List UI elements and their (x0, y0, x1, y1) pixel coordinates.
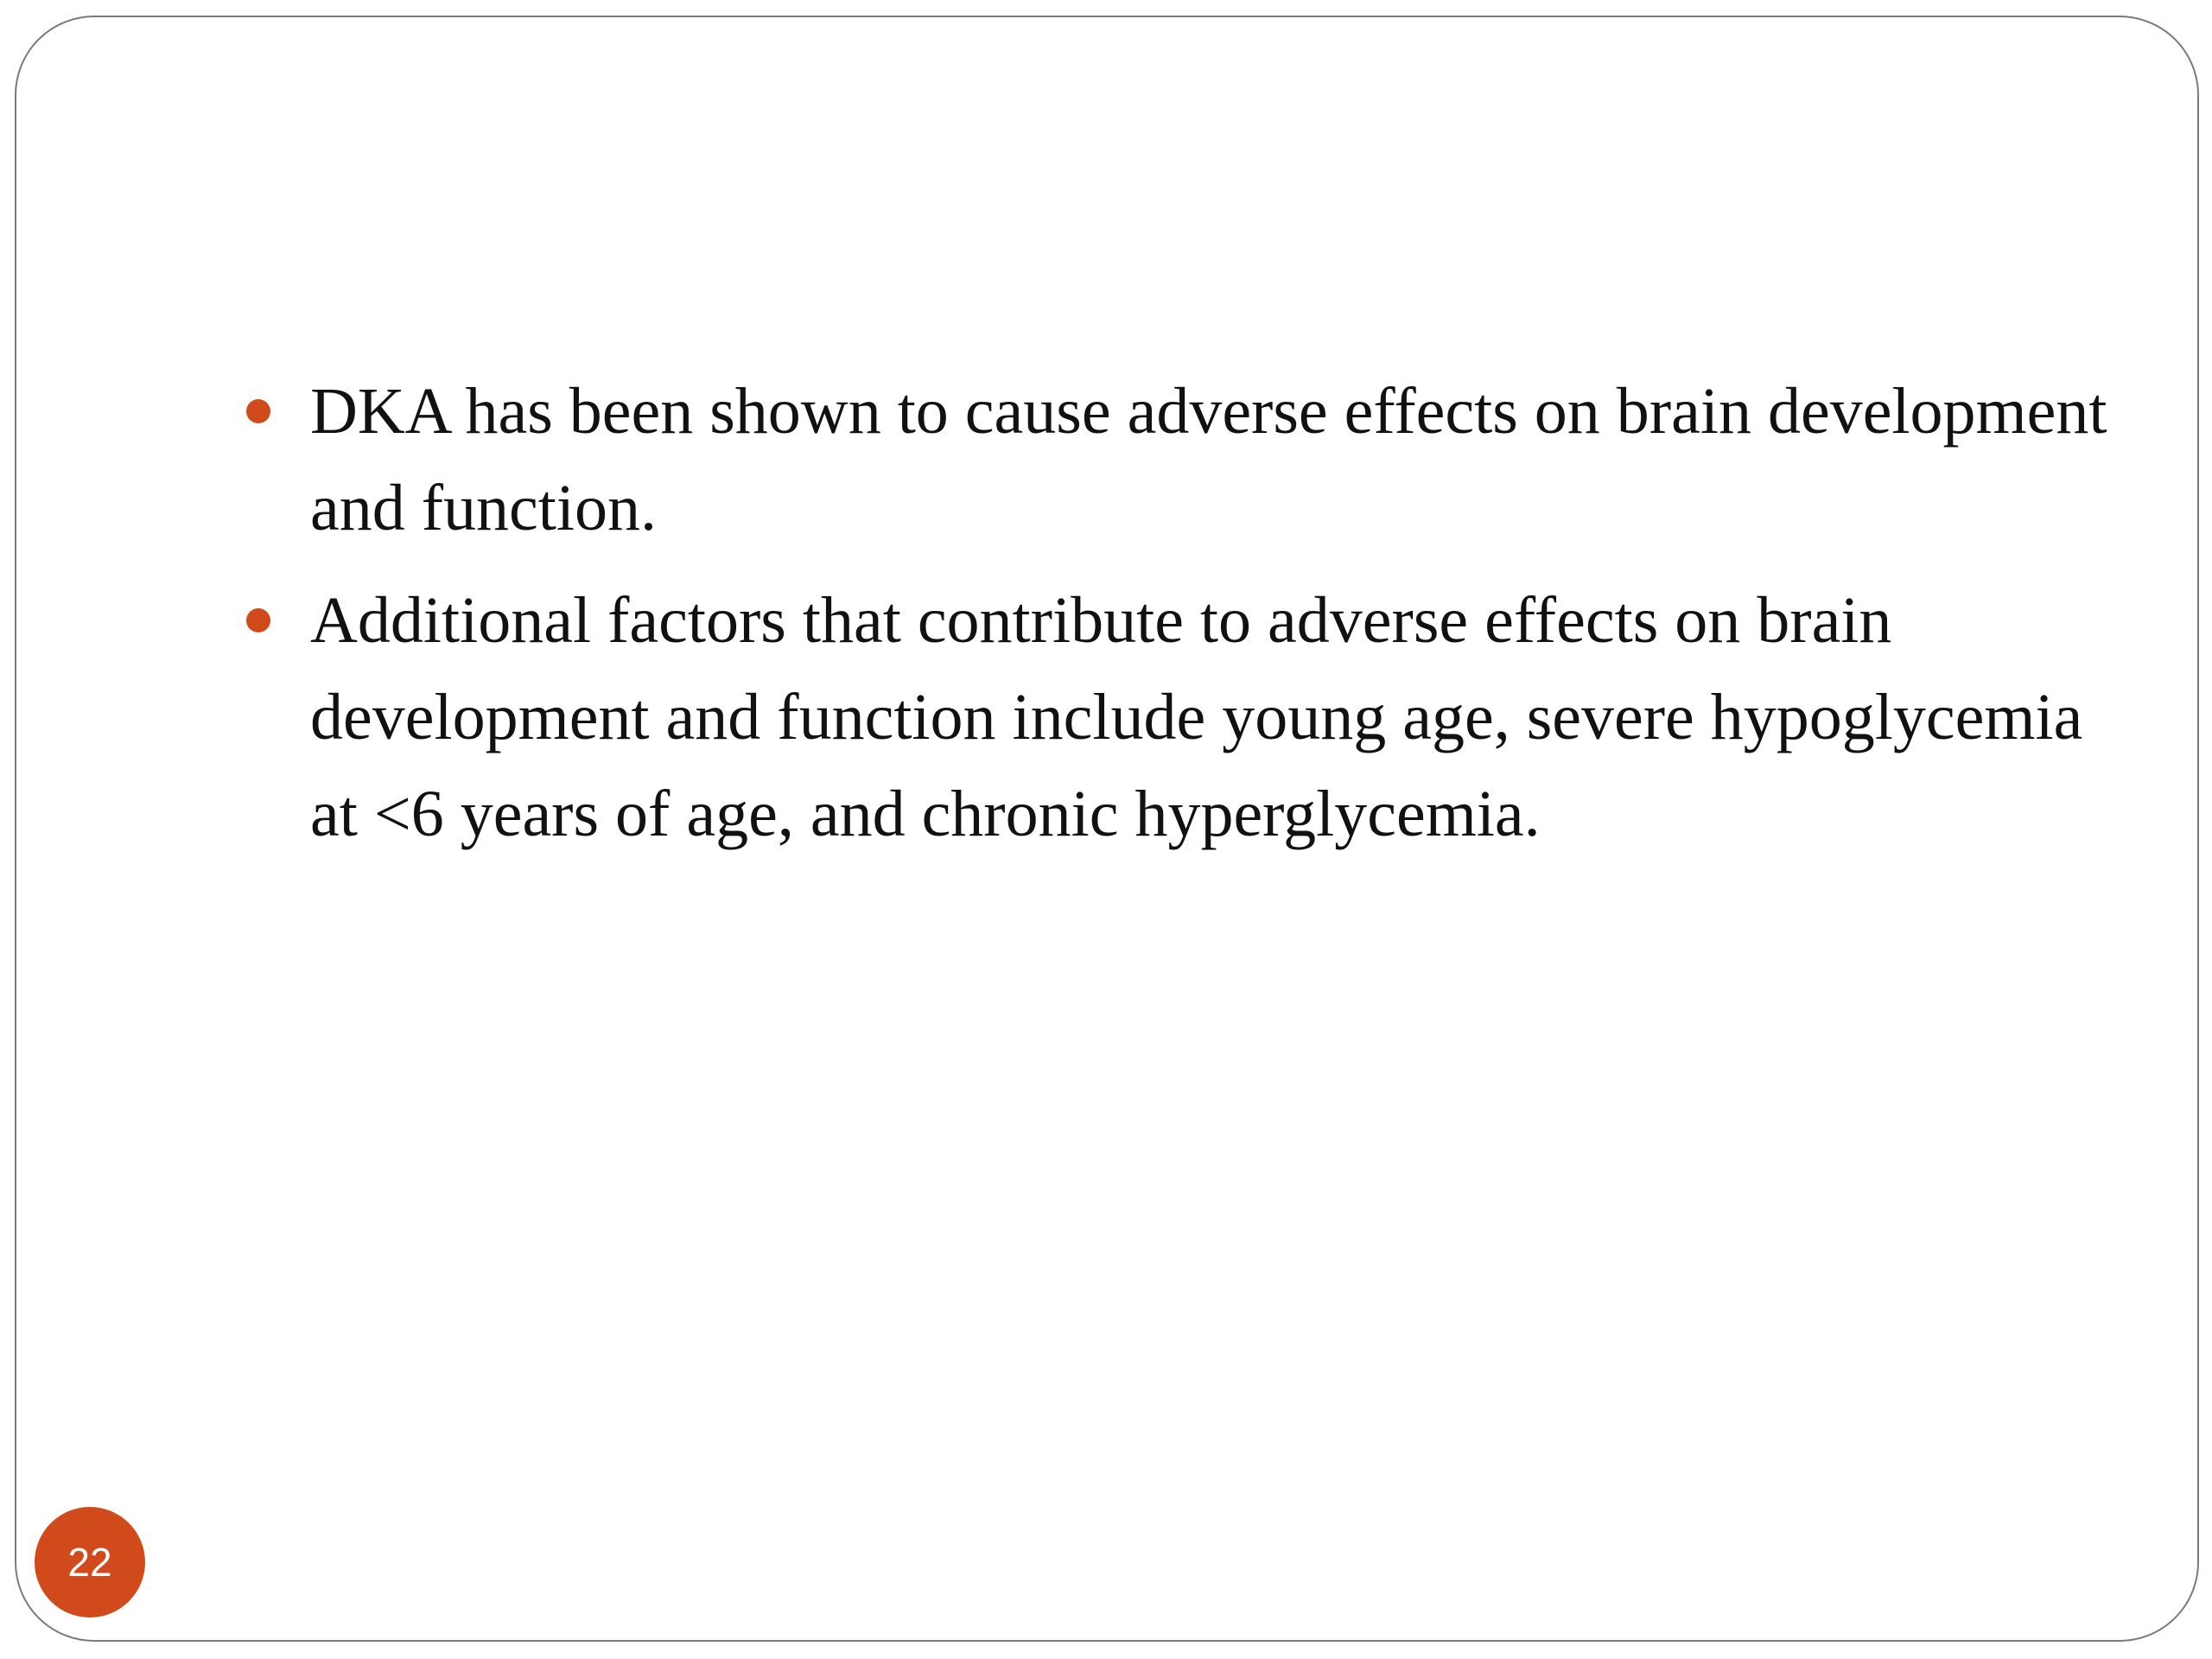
slide-number-badge (35, 1507, 145, 1618)
bullet-dot-icon (246, 399, 270, 423)
bullet-item (246, 363, 2113, 556)
bullet-list (246, 363, 2113, 862)
bullet-dot-icon (246, 608, 270, 632)
slide-number: 22 (67, 1540, 112, 1585)
bullet-text: Additional factors that contribute to adverse effects on brain development and function include young age, severe hypoglycemia at <6 years of age, and chronic hyperglycemia. (310, 584, 2083, 850)
slide-content (246, 363, 2113, 878)
bullet-item (246, 572, 2113, 862)
bullet-text: DKA has been shown to cause adverse effects on brain development and function. (310, 375, 2107, 544)
